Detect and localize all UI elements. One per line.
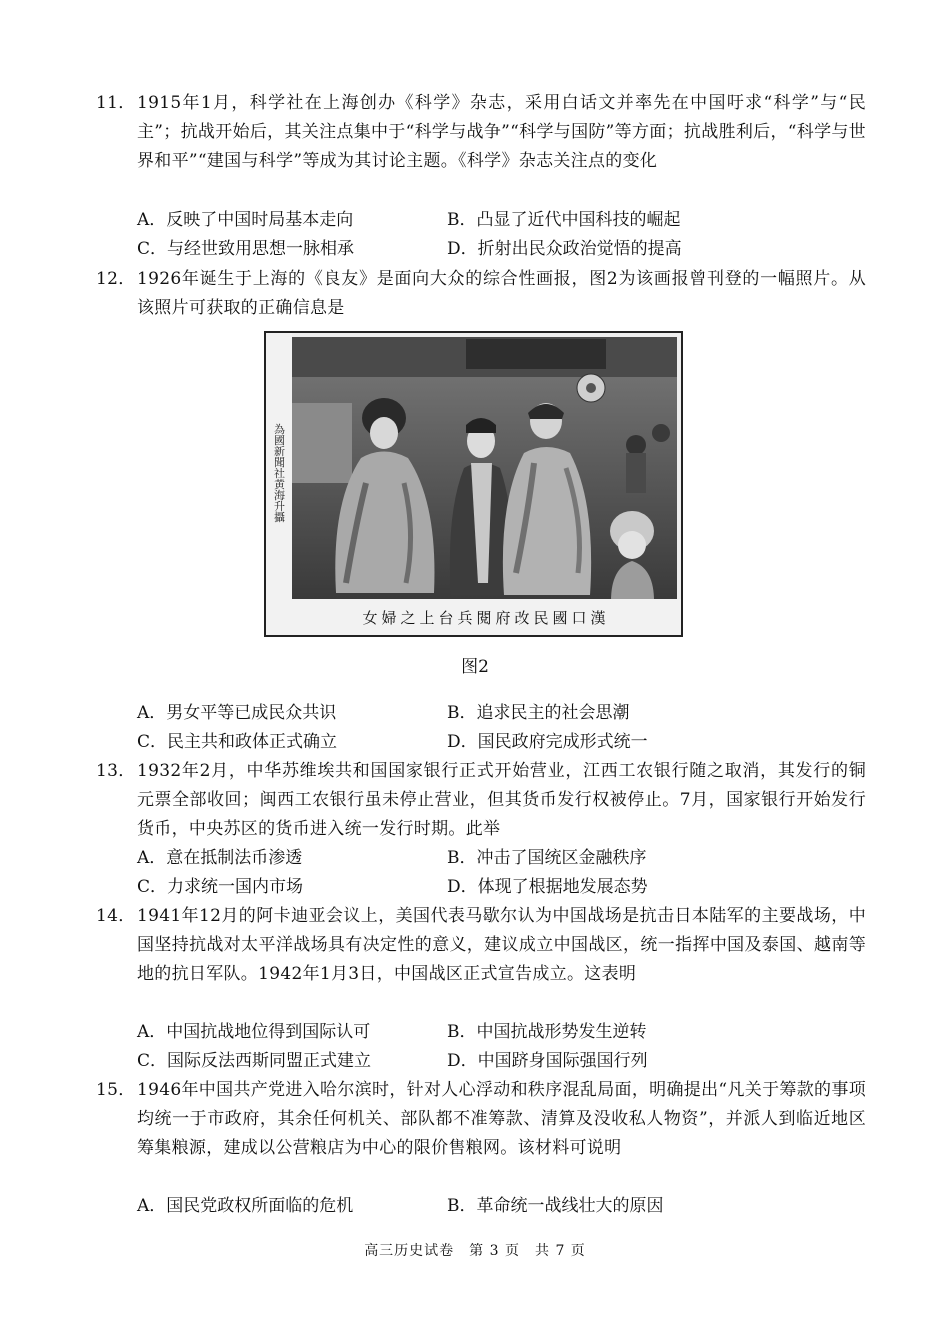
figure-2-photo — [264, 331, 683, 637]
question-14-options — [137, 1018, 757, 1076]
option-c: C．国际反法西斯同盟正式建立 — [137, 1051, 372, 1071]
question-stem: 1946年中国共产党进入哈尔滨时，针对人心浮动和秩序混乱局面，明确提出“凡关于筹款的事项均统一于市政府，其余任何机关、部队都不准筹款、清算及没收私人物资”，并派人到临近地区筹集粮源，建成以公营粮店为中心的限价售粮网。该材料可说明 — [137, 1080, 866, 1158]
question-stem: 1915年1月，科学社在上海创办《科学》杂志，采用白话文并率先在中国吁求“科学”与“民主”；抗战开始后，其关注点集中于“科学与战争”“科学与国防”等方面；抗战胜利后，“科学与世界和平”“建国与科学”等成为其讨论主题。《科学》杂志关注点的变化 — [137, 93, 866, 171]
question-15-options — [137, 1192, 757, 1221]
option-a: A．男女平等已成民众共识 — [137, 703, 337, 723]
option-d: D．折射出民众政治觉悟的提高 — [447, 239, 682, 259]
question-number: 13． — [96, 761, 136, 781]
figure-caption: 图2 — [461, 657, 489, 677]
option-a: A．反映了中国时局基本走向 — [137, 210, 354, 230]
option-b: B．冲击了国统区金融秩序 — [447, 848, 647, 868]
question-stem: 1932年2月，中华苏维埃共和国国家银行正式开始营业，江西工农银行随之取消，其发行的铜元票全部收回；闽西工农银行虽未停止营业，但其货币发行权被停止。7月，国家银行开始发行货币，中央苏区的货币进入统一发行时期。此举 — [137, 761, 866, 839]
option-c: C．民主共和政体正式确立 — [137, 732, 338, 752]
option-b: B．追求民主的社会思潮 — [447, 703, 630, 723]
question-14 — [96, 902, 866, 989]
question-stem: 1941年12月的阿卡迪亚会议上，美国代表马歇尔认为中国战场是抗击日本陆军的主要战场，中国坚持抗战对太平洋战场具有决定性的意义，建议成立中国战区，统一指挥中国及泰国、越南等地的抗日军队。1942年1月3日，中国战区正式宣告成立。这表明 — [137, 906, 866, 984]
question-12 — [96, 265, 866, 323]
option-d: D．体现了根据地发展态势 — [447, 877, 648, 897]
photo-bottom-text: 女婦之上台兵閱府改民國口漢 — [362, 609, 610, 627]
option-b: B．凸显了近代中国科技的崛起 — [447, 210, 681, 230]
question-stem: 1926年诞生于上海的《良友》是面向大众的综合性画报，图2为该画报曾刊登的一幅照片。从该照片可获取的正确信息是 — [137, 269, 866, 318]
question-number: 12． — [96, 269, 136, 289]
option-c: C．与经世致用思想一脉相承 — [137, 239, 355, 259]
question-13-options — [137, 844, 757, 902]
photo-side-text: 為國新聞社黄海升攝 — [272, 423, 286, 523]
option-a: A．中国抗战地位得到国际认可 — [137, 1022, 371, 1042]
page-footer: 高三历史试卷 第 3 页 共 7 页 — [364, 1243, 586, 1259]
question-15 — [96, 1076, 866, 1163]
question-11-options — [137, 206, 757, 264]
question-number: 11． — [96, 93, 136, 113]
photo-illustration — [266, 333, 681, 635]
question-number: 14． — [96, 906, 136, 926]
question-number: 15． — [96, 1080, 136, 1100]
option-c: C．力求统一国内市场 — [137, 877, 304, 897]
option-d: D．国民政府完成形式统一 — [447, 732, 648, 752]
option-b: B．革命统一战线壮大的原因 — [447, 1196, 664, 1216]
question-12-options — [137, 699, 757, 757]
option-d: D．中国跻身国际强国行列 — [447, 1051, 648, 1071]
option-b: B．中国抗战形势发生逆转 — [447, 1022, 647, 1042]
question-13 — [96, 757, 866, 844]
option-a: A．意在抵制法币渗透 — [137, 848, 303, 868]
option-a: A．国民党政权所面临的危机 — [137, 1196, 354, 1216]
question-11 — [96, 89, 866, 176]
